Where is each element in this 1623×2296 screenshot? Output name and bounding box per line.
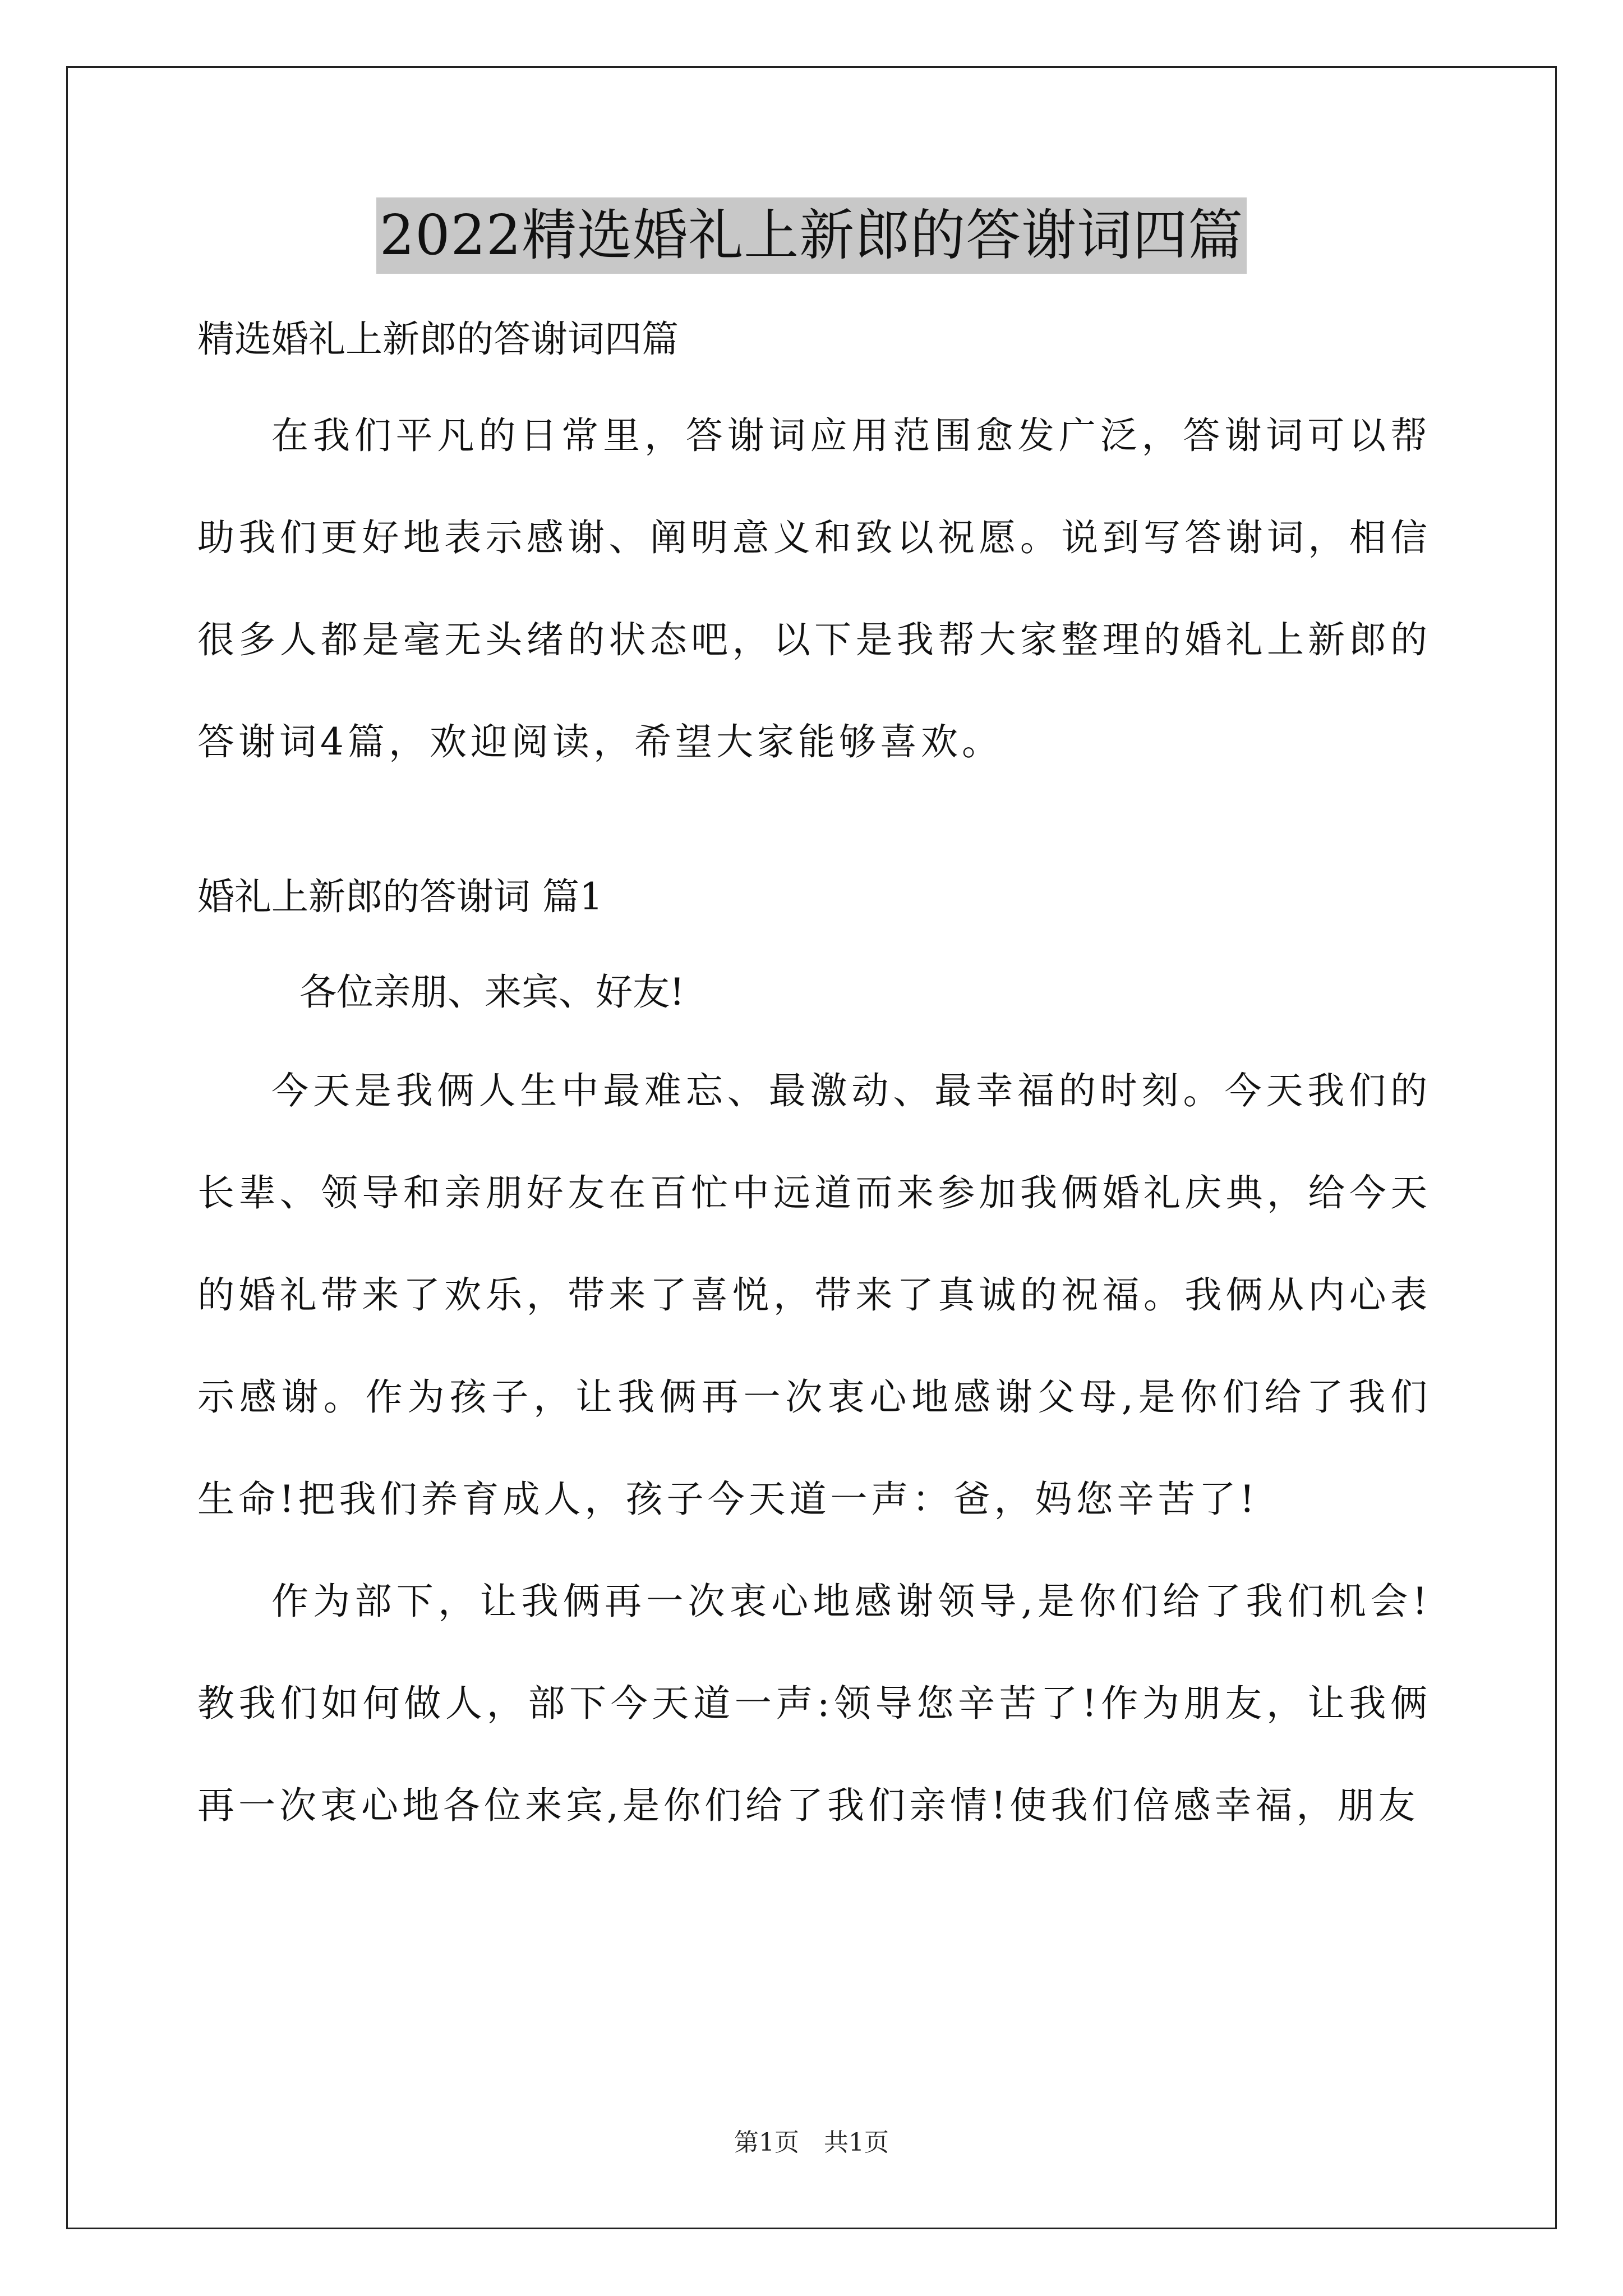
page-total: 共1页 [824,2128,889,2157]
intro-paragraph: 在我们平凡的日常里，答谢词应用范围愈发广泛，答谢词可以帮助我们更好地表示感谢、阐明意义和致以祝愿。说到写答谢词，相信很多人都是毫无头绪的状态吧，以下是我帮大家整理的婚礼上新郎的答谢词4篇，欢迎阅读，希望大家能够喜欢。 [197,414,1431,763]
document-body [197,314,1431,1857]
section-heading: 婚礼上新郎的答谢词 篇1 [197,875,603,918]
document-title: 2022精选婚礼上新郎的答谢词四篇 [376,197,1247,274]
greeting-line: 各位亲朋、来宾、好友! [299,970,685,1014]
page-footer [0,2126,1623,2160]
body-paragraph-1: 今天是我俩人生中最难忘、最激动、最幸福的时刻。今天我们的长辈、领导和亲朋好友在百忙中远道而来参加我俩婚礼庆典，给今天的婚礼带来了欢乐，带来了喜悦，带来了真诚的祝福。我俩从内心表示感谢。作为孩子，让我俩再一次衷心地感谢父母,是你们给了我们生命!把我们养育成人，孩子今天道一声：爸，妈您辛苦了! [197,1069,1431,1521]
page-number: 第1页 [734,2128,799,2157]
document-subtitle: 精选婚礼上新郎的答谢词四篇 [197,318,679,361]
body-paragraph-2: 作为部下，让我俩再一次衷心地感谢领导,是你们给了我们机会!教我们如何做人，部下今天道一声:领导您辛苦了!作为朋友，让我俩再一次衷心地各位来宾,是你们给了我们亲情!使我们倍感幸福，朋友 [197,1580,1431,1827]
title-container [0,197,1623,274]
